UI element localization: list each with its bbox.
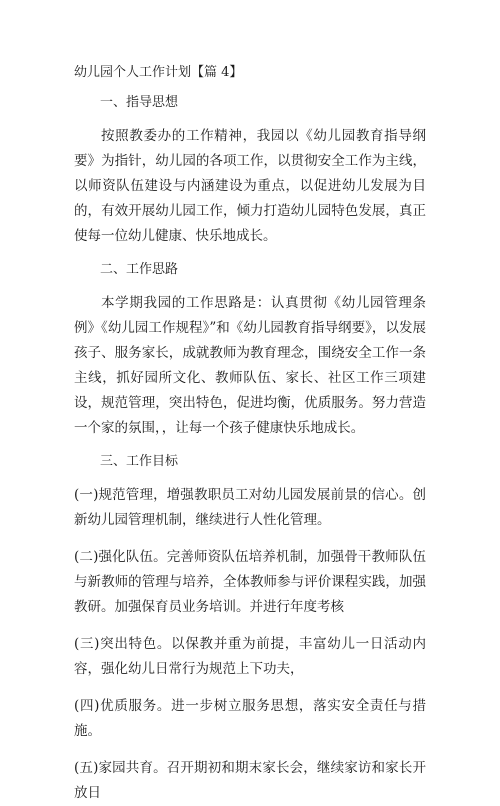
section-heading-guiding-ideology: 一、指导思想 (100, 95, 179, 110)
section-heading-work-goals: 三、工作目标 (100, 454, 179, 469)
goal-item-team: (二)强化队伍。完善师资队伍培养机制，加强骨干教师队伍与新教师的管理与培养，全体教师参与评价课程实践，加强教研。加强保育员业务培训。并进行年度考核 (74, 549, 426, 615)
section-heading-work-approach: 二、工作思路 (100, 262, 179, 277)
paragraph-work-approach: 本学期我园的工作思路是：认真贯彻《幼儿园管理条例》《幼儿园工作规程》”和《幼儿园教育指导纲要》，以发展孩子、服务家长，成就教师为教育理念，围绕安全工作一条主线，抓好园所文化、教师队伍、家长、社区工作三项建设，规范管理，突出特色，促进均衡，优质服务。努力营造一个家的氛围，，让每一个孩子健康快乐地成长。 (74, 295, 426, 436)
goal-item-home-school: (五)家园共育。召开期初和期末家长会，继续家访和家长开放日 (74, 760, 426, 801)
goal-item-features: (三)突出特色。以保教并重为前提，丰富幼儿一日活动内容，强化幼儿日常行为规范上下功夫， (74, 636, 426, 677)
goal-item-service: (四)优质服务。进一步树立服务思想，落实安全责任与措施。 (74, 698, 426, 739)
document-title: 幼儿园个人工作计划【篇 4】 (74, 65, 243, 80)
goal-item-management: (一)规范管理，增强教职员工对幼儿园发展前景的信心。创新幼儿园管理机制，继续进行人性化管理。 (74, 487, 426, 528)
paragraph-guiding-ideology: 按照教委办的工作精神，我园以《幼儿园教育指导纲要》为指针，幼儿园的各项工作，以贯彻安全工作为主线，以师资队伍建设与内涵建设为重点，以促进幼儿发展为目的，有效开展幼儿园工作，倾力打造幼儿园特色发展，真正使每一位幼儿健康、快乐地成长。 (74, 128, 426, 244)
